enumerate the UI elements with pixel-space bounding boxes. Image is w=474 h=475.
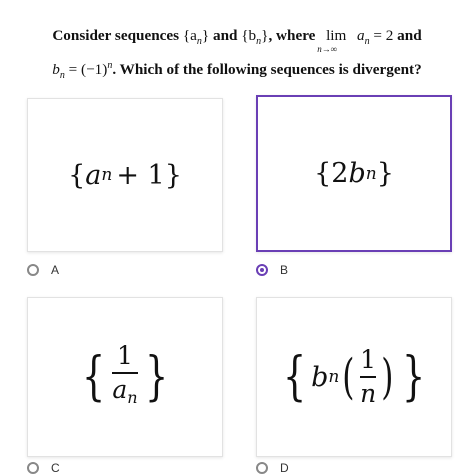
expression-2-bn: { 2 b n } [314,158,394,189]
option-c-row[interactable] [27,461,60,475]
radio-option-d[interactable] [256,462,268,474]
question-text: Consider sequences $\{a_n\}$ and $\{b_n\}$, where lim n→∞ $a_n = 2$ and $b_n = (-1)^n$. Which of the following sequences is divergent? [52,27,422,82]
option-card-d[interactable] [256,297,452,457]
radio-option-b[interactable] [256,264,268,276]
option-b-label: B [280,263,289,277]
option-d-label: D [280,461,289,475]
expression-1-over-an: { $\frac{1}{a_n}$ } [82,341,168,407]
option-d-row[interactable] [256,461,289,475]
option-card-c[interactable] [27,297,223,457]
expression-a-plus-1: { a n + 1 } [68,159,182,191]
option-card-b[interactable] [256,95,452,252]
radio-option-a[interactable] [27,264,39,276]
option-a-label: A [51,263,60,277]
option-card-a[interactable] [27,98,223,252]
option-a-row[interactable] [27,263,59,277]
option-b-row[interactable] [256,263,288,277]
radio-option-c[interactable] [27,462,39,474]
option-c-label: C [51,461,60,475]
expression-bn-of-1-over-n: { b n ( $\frac{1}{n}$ ) } [282,345,426,408]
